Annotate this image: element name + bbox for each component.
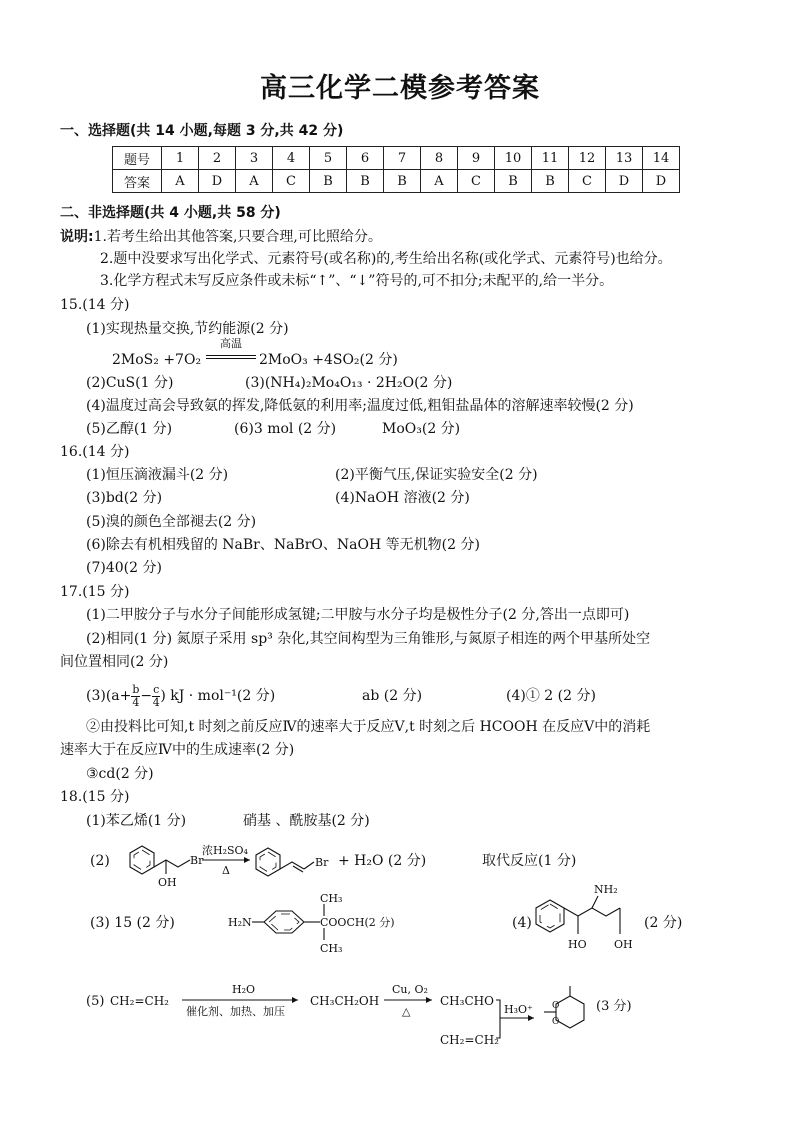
q16-part2: (2)平衡气压,保证实验安全(2 分) xyxy=(335,467,538,483)
question-number-row xyxy=(113,147,680,170)
q17-part2-line1: (2)相同(1 分) 氮原子采用 sp³ 杂化,其空间构型为三角锥形,与氮原子相连的两个甲基所处空 xyxy=(86,631,651,647)
q17-part5-line1: ②由投料比可知,t 时刻之前反应Ⅳ的速率大于反应Ⅴ,t 时刻之后 HCOOH 在反应Ⅴ中的消耗 xyxy=(86,719,651,735)
methyl-bottom-label: CH₃ xyxy=(320,942,343,955)
q17-heading: 17.(15 分) xyxy=(60,584,130,600)
fraction-numerator: c xyxy=(153,682,160,696)
q17-part3-ab: ab (2 分) xyxy=(362,688,423,704)
note-2: 2.题中没要求写出化学式、元素符号(或名称)的,考生给出名称(或化学式、元素符号)也给分。 xyxy=(100,251,672,267)
q18-part3-structure xyxy=(228,890,433,956)
q15-part5: (5)乙醇(1 分) xyxy=(86,421,173,437)
table-cell: A xyxy=(162,170,199,193)
q18-part4-score: (2 分) xyxy=(644,915,683,931)
q16-part7: (7)40(2 分) xyxy=(86,560,162,576)
benzene-ring-reactant xyxy=(130,846,154,874)
ester-label: COOCH(2 分) xyxy=(320,916,395,929)
q18-part1b: 硝基 、酰胺基(2 分) xyxy=(243,813,370,829)
q17-part6: ③cd(2 分) xyxy=(86,766,154,782)
table-cell: 10 xyxy=(495,147,532,170)
methyl-top-label: CH₃ xyxy=(320,892,343,905)
section2-heading: 二、非选择题(共 4 小题,共 58 分) xyxy=(60,205,281,221)
route-score: (3 分) xyxy=(596,999,632,1014)
amino-label: H₂N xyxy=(228,916,252,929)
bromo-label: Br xyxy=(190,854,204,867)
q18-part1: (1)苯乙烯(1 分) xyxy=(86,813,187,829)
table-cell: B xyxy=(495,170,532,193)
amine-bond xyxy=(592,896,598,908)
q17-part5-line2: 速率大于在反应Ⅳ中的生成速率(2 分) xyxy=(60,742,295,758)
q15-eq-right: 2MoO₃ +4SO₂(2 分) xyxy=(259,352,398,368)
arrowhead-icon xyxy=(426,997,432,1003)
fraction-denominator: 4 xyxy=(132,695,140,709)
table-cell: B xyxy=(384,170,421,193)
q15-part6b: MoO₃(2 分) xyxy=(382,421,461,437)
table-cell: 3 xyxy=(236,147,273,170)
q16-heading: 16.(14 分) xyxy=(60,444,130,460)
table-cell: 4 xyxy=(273,147,310,170)
arrowhead-icon xyxy=(292,997,298,1003)
note-1: 1.若考生给出其他答案,只要合理,可比照给分。 xyxy=(93,229,382,245)
table-cell: 5 xyxy=(310,147,347,170)
table-cell: 6 xyxy=(347,147,384,170)
table-cell: D xyxy=(643,170,680,193)
q15-eq-condition: 高温 xyxy=(220,337,242,350)
q15-part3: (3)(NH₄)₂Mo₄O₁₃ · 2H₂O(2 分) xyxy=(245,375,453,391)
step1-condition: 催化剂、加热、加压 xyxy=(186,1005,285,1018)
step2-reagent: Cu, O₂ xyxy=(392,983,428,996)
table-cell: D xyxy=(606,170,643,193)
q15-part6: (6)3 mol (2 分) xyxy=(234,421,337,437)
section1-heading: 一、选择题(共 14 小题,每题 3 分,共 42 分) xyxy=(60,123,344,139)
q16-part3: (3)bd(2 分) xyxy=(86,490,163,506)
notes-line-1 xyxy=(60,228,382,246)
q16-part6: (6)除去有机相残留的 NaBr、NaBrO、NaOH 等无机物(2 分) xyxy=(86,537,480,553)
row-label-question: 题号 xyxy=(113,147,162,170)
step2-condition: △ xyxy=(402,1005,411,1018)
table-cell: C xyxy=(569,170,606,193)
q15-part1: (1)实现热量交换,节约能源(2 分) xyxy=(86,321,289,337)
table-cell: A xyxy=(236,170,273,193)
amino-label: NH₂ xyxy=(594,883,618,896)
q17-p3-prefix: (3)(a+ xyxy=(86,688,132,704)
benzene-ring xyxy=(264,911,304,933)
route-label: (5) xyxy=(86,994,105,1009)
q15-part2: (2)CuS(1 分) xyxy=(86,375,174,391)
note-3: 3.化学方程式未写反应条件或未标“↑”、“↓”符号的,可不扣分;未配平的,给一半分。 xyxy=(100,273,614,289)
q15-eq-left: 2MoS₂ +7O₂ xyxy=(112,352,202,368)
q17-p3-minus: − xyxy=(140,688,153,704)
carbon-chain xyxy=(564,908,620,916)
q17-p3-suffix: ) kJ · mol⁻¹(2 分) xyxy=(160,688,276,704)
table-cell: 1 xyxy=(162,147,199,170)
product-bromo-label: Br xyxy=(315,856,329,869)
q15-part4: (4)温度过高会导致氨的挥发,降低氨的利用率;温度过低,粗钼盐晶体的溶解速率较慢(2 分) xyxy=(86,398,634,414)
table-cell: 8 xyxy=(421,147,458,170)
q17-part2-line2: 间位置相同(2 分) xyxy=(60,654,169,670)
benzene-ring-product xyxy=(256,848,280,876)
table-cell: B xyxy=(310,170,347,193)
page-title: 高三化学二模参考答案 xyxy=(260,73,540,104)
row-label-answer: 答案 xyxy=(113,170,162,193)
table-cell: 14 xyxy=(643,147,680,170)
hydroxyl-label: OH xyxy=(158,876,177,889)
svg-text:O: O xyxy=(552,1017,560,1027)
q18-part5-route xyxy=(86,976,706,1066)
answer-table xyxy=(112,146,680,193)
step1-reagent: H₂O xyxy=(232,983,256,996)
table-cell: D xyxy=(199,170,236,193)
table-cell: C xyxy=(458,170,495,193)
table-cell: 9 xyxy=(458,147,495,170)
table-cell: 2 xyxy=(199,147,236,170)
q15-heading: 15.(14 分) xyxy=(60,297,130,313)
reagent-label: 浓H₂SO₄ xyxy=(202,844,248,857)
arrowhead-icon xyxy=(244,857,250,863)
q18-part2-type: 取代反应(1 分) xyxy=(482,853,577,869)
table-cell: B xyxy=(532,170,569,193)
table-cell: C xyxy=(273,170,310,193)
table-cell: 7 xyxy=(384,147,421,170)
q18-heading: 18.(15 分) xyxy=(60,789,130,805)
eq-arrow-line-2 xyxy=(206,358,256,359)
table-cell: 12 xyxy=(569,147,606,170)
route-acetaldehyde: CH₃CHO xyxy=(440,994,494,1008)
route-ethanol: CH₃CH₂OH xyxy=(310,994,380,1008)
fraction-numerator: b xyxy=(132,682,140,696)
q17-part4: (4)① 2 (2 分) xyxy=(506,688,596,704)
table-cell: B xyxy=(347,170,384,193)
benzene-ring xyxy=(536,900,564,932)
route-ethene: CH₂=CH₂ xyxy=(440,1033,499,1047)
table-cell: A xyxy=(421,170,458,193)
q17-part3 xyxy=(86,681,275,711)
q17-part1: (1)二甲胺分子与水分子间能形成氢键;二甲胺与水分子均是极性分子(2 分,答出一点即可) xyxy=(86,607,630,623)
dioxane-product xyxy=(544,986,584,1028)
table-cell: 13 xyxy=(606,147,643,170)
q16-part5: (5)溴的颜色全部褪去(2 分) xyxy=(86,514,257,530)
q16-part4: (4)NaOH 溶液(2 分) xyxy=(335,490,470,506)
hydroxyl-right-label: OH xyxy=(614,938,633,951)
fraction-denominator: 4 xyxy=(152,695,160,709)
condition-label: Δ xyxy=(222,864,230,877)
double-bond-line xyxy=(293,866,303,872)
svg-text:O: O xyxy=(552,1001,560,1011)
answer-row xyxy=(113,170,680,193)
q18-part4-label: (4) xyxy=(512,915,532,931)
table-cell: 11 xyxy=(532,147,569,170)
q18-part2-label: (2) xyxy=(90,853,110,869)
br-bond xyxy=(304,862,314,869)
eq-arrow-line-1 xyxy=(206,355,256,356)
route-start: CH₂=CH₂ xyxy=(110,994,169,1008)
q18-part2-water: + H₂O (2 分) xyxy=(338,853,427,869)
q18-part3-label: (3) 15 (2 分) xyxy=(90,915,175,931)
vinyl-chain xyxy=(280,862,304,869)
alkyl-chain xyxy=(154,860,190,867)
hydroxyl-left-label: HO xyxy=(568,938,587,951)
step3-reagent: H₃O⁺ xyxy=(504,1003,533,1016)
notes-label: 说明: xyxy=(60,229,94,245)
q16-part1: (1)恒压滴液漏斗(2 分) xyxy=(86,467,229,483)
